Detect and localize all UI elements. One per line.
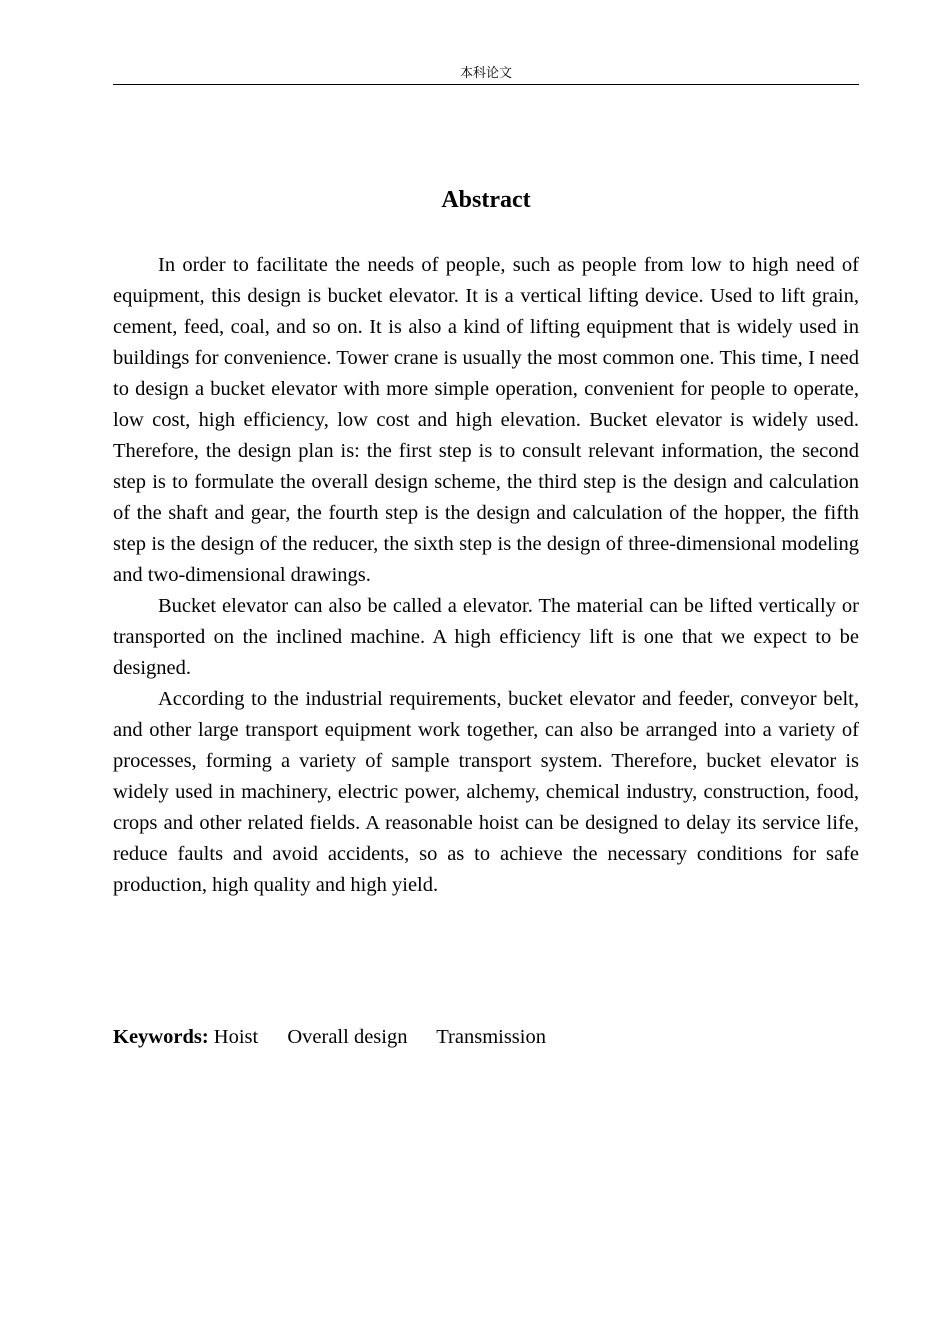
abstract-paragraph-3: According to the industrial requirements, bucket elevator and feeder, conveyor belt, and other large transport equipment work together, can also be arranged into a variety of processes, forming a variety of sample transport system. Therefore, bucket elevator is widely used in machinery, electric power, alchemy, chemical industry, construction, food, crops and other related fields. A reasonable hoist can be designed to delay its service life, reduce faults and avoid accidents, so as to achieve the necessary conditions for safe production, high quality and high yield.: [113, 688, 859, 896]
abstract-paragraph-2: Bucket elevator can also be called a elevator. The material can be lifted vertically or transported on the inclined machine. A high efficiency lift is one that we expect to be designed.: [113, 595, 859, 679]
abstract-body: [113, 250, 859, 901]
keywords-label: Keywords:: [113, 1026, 209, 1048]
page-header: 本科论文: [113, 64, 859, 85]
abstract-paragraph-1: In order to facilitate the needs of people, such as people from low to high need of equipment, this design is bucket elevator. It is a vertical lifting device. Used to lift grain, cement, feed, coal, and so on. It is also a kind of lifting equipment that is widely used in buildings for convenience. Tower crane is usually the most common one. This time, I need to design a bucket elevator with more simple operation, convenient for people to operate, low cost, high efficiency, low cost and high elevation. Bucket elevator is widely used. Therefore, the design plan is: the first step is to consult relevant information, the second step is to formulate the overall design scheme, the third step is the design and calculation of the shaft and gear, the fourth step is the design and calculation of the hopper, the fifth step is the design of the reducer, the sixth step is the design of three-dimensional modeling and two-dimensional drawings.: [113, 254, 859, 586]
keyword-item: Overall design: [287, 1026, 408, 1048]
keyword-item: Hoist: [213, 1026, 259, 1048]
abstract-title: Abstract: [441, 187, 531, 213]
keyword-item: Transmission: [436, 1026, 546, 1048]
keywords-line: [113, 1022, 859, 1053]
